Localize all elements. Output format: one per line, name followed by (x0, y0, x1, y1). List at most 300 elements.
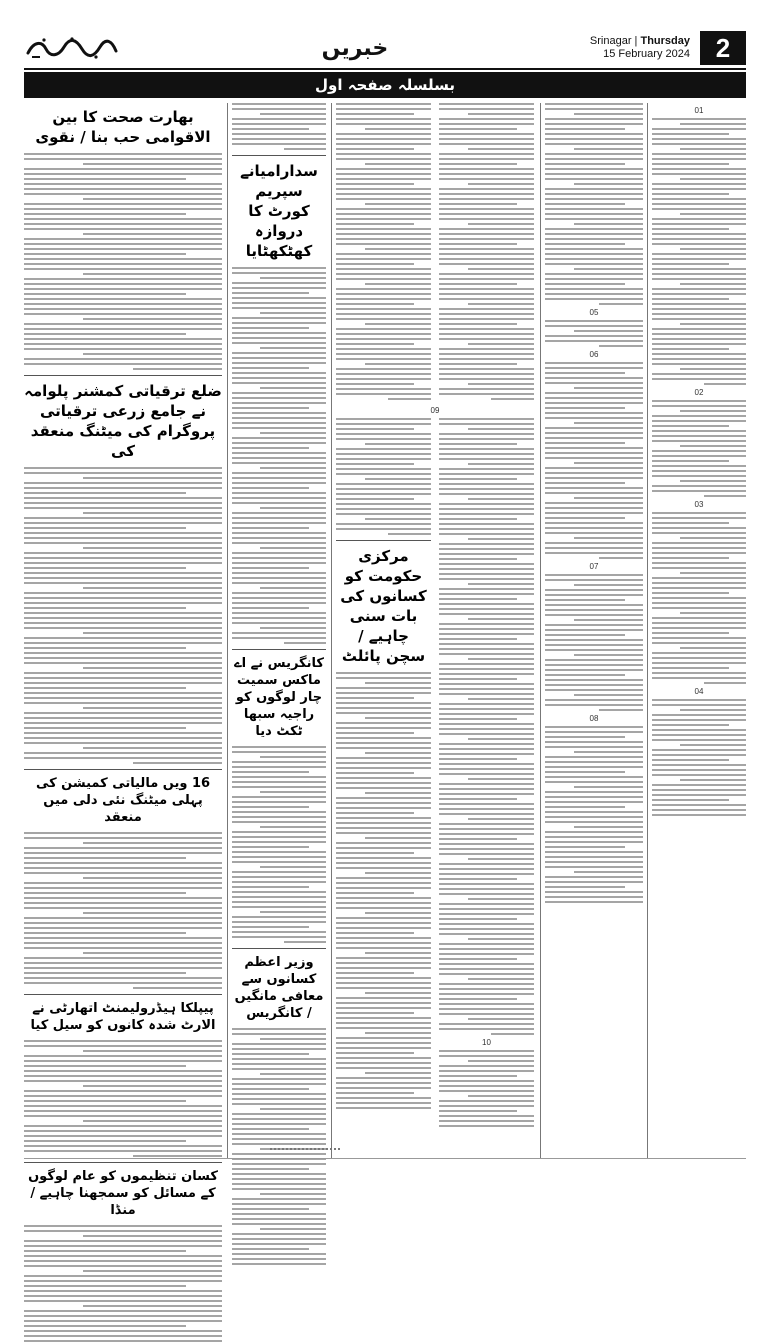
text-line (336, 817, 431, 819)
text-line (491, 1033, 534, 1035)
text-line (545, 482, 625, 484)
continued-banner: بسلسلہ صفحہ اول (24, 72, 746, 98)
text-line (284, 148, 326, 150)
text-line (336, 483, 431, 485)
text-line (260, 627, 326, 629)
text-line (24, 1135, 222, 1137)
text-line (365, 717, 432, 719)
text-line (336, 987, 431, 989)
text-line (545, 335, 643, 337)
text-line (439, 908, 534, 910)
text-line (24, 917, 222, 919)
text-line (232, 931, 326, 933)
text-line (545, 402, 643, 404)
text-line (599, 709, 643, 711)
text-line (232, 457, 326, 459)
text-line (545, 851, 643, 853)
text-line (545, 741, 643, 743)
text-line (545, 258, 643, 260)
text-line (336, 368, 431, 370)
text-line (260, 1228, 326, 1230)
text-line (336, 1062, 431, 1064)
newspaper-logo (24, 35, 120, 61)
text-line (652, 517, 746, 519)
text-line (545, 674, 625, 676)
text-line (336, 173, 431, 175)
text-line (24, 642, 222, 644)
story-divider (24, 994, 222, 995)
text-line (232, 1238, 326, 1240)
text-line (24, 552, 222, 554)
text-line (24, 1150, 222, 1152)
text-line (439, 328, 534, 330)
text-line (680, 445, 746, 447)
headline: سدارامیانے سپریم کورٹ کا دروازہ کھٹکھٹایا (240, 162, 318, 260)
text-line (652, 677, 746, 679)
headline: کانگریس نے اے ماکس سمیت چار لوگوں کو راجیہ سبھا ٹکٹ دیا (234, 656, 324, 739)
text-line (232, 622, 326, 624)
text-line (652, 774, 746, 776)
text-line (652, 522, 729, 524)
text-line (439, 198, 534, 200)
text-line (652, 233, 746, 235)
text-line (232, 108, 326, 110)
text-line (468, 303, 535, 305)
text-line (652, 308, 746, 310)
text-line (83, 877, 222, 879)
text-line (83, 667, 222, 669)
text-line (439, 228, 534, 230)
text-line (24, 298, 222, 300)
text-line (232, 302, 326, 304)
text-line (365, 163, 432, 165)
text-line (24, 972, 186, 974)
text-line (545, 806, 625, 808)
text-line (24, 537, 222, 539)
text-line (439, 238, 534, 240)
text-line (574, 223, 643, 225)
text-line (232, 1093, 326, 1095)
text-line (232, 562, 326, 564)
text-line (24, 1045, 222, 1047)
text-line (24, 263, 222, 265)
text-line (83, 1235, 222, 1237)
text-line (652, 552, 746, 554)
text-line (24, 837, 222, 839)
text-line (232, 1198, 326, 1200)
text-line (545, 866, 643, 868)
text-line (336, 802, 431, 804)
text-line (439, 323, 517, 325)
text-line (574, 786, 643, 788)
text-line (652, 188, 746, 190)
text-line (24, 672, 222, 674)
text-line (336, 168, 431, 170)
text-line (24, 982, 222, 984)
text-line (336, 737, 431, 739)
text-line (24, 662, 222, 664)
text-line (260, 791, 326, 793)
text-line (545, 412, 643, 414)
text-line (545, 699, 643, 701)
text-line (574, 422, 643, 424)
text-line (439, 798, 517, 800)
text-line (336, 932, 414, 934)
text-line (652, 652, 746, 654)
text-line (545, 173, 643, 175)
text-line (545, 417, 643, 419)
text-line (232, 856, 326, 858)
text-line (336, 458, 431, 460)
text-line (652, 637, 746, 639)
text-line (24, 727, 186, 729)
text-line (24, 238, 222, 240)
story-divider (24, 1162, 222, 1163)
text-line (439, 123, 534, 125)
text-line (232, 123, 326, 125)
text-line (439, 998, 517, 1000)
text-line (24, 472, 222, 474)
text-line (652, 627, 746, 629)
text-line (652, 622, 746, 624)
text-line (232, 1178, 326, 1180)
text-line (336, 488, 431, 490)
text-line (545, 178, 643, 180)
story-number: 10 (482, 1038, 491, 1047)
text-line (652, 378, 746, 380)
text-line (652, 532, 746, 534)
text-line (24, 697, 222, 699)
text-line (439, 293, 534, 295)
text-line (336, 1077, 431, 1079)
text-line (24, 902, 222, 904)
text-line (24, 732, 222, 734)
text-line (652, 338, 746, 340)
text-line (232, 781, 326, 783)
text-line (574, 268, 643, 270)
text-line (545, 392, 643, 394)
text-line (574, 330, 643, 332)
text-line (545, 298, 643, 300)
text-line (439, 913, 534, 915)
text-line (24, 293, 186, 295)
text-line (468, 858, 535, 860)
text-line (545, 233, 643, 235)
text-line (24, 847, 222, 849)
text-line (704, 682, 746, 684)
text-line (652, 183, 746, 185)
text-line (439, 878, 517, 880)
text-line (83, 842, 222, 844)
text-line (336, 338, 431, 340)
text-line (365, 128, 432, 130)
text-line (336, 742, 431, 744)
text-line (133, 762, 222, 764)
text-line (232, 901, 326, 903)
text-line (468, 658, 535, 660)
text-line (652, 557, 729, 559)
text-line (336, 493, 431, 495)
text-line (232, 103, 326, 105)
text-line (439, 1003, 534, 1005)
text-line (336, 193, 431, 195)
text-line (336, 308, 431, 310)
text-line (336, 927, 431, 929)
text-line (652, 704, 746, 706)
text-line (24, 497, 222, 499)
text-line (232, 796, 326, 798)
text-line (545, 629, 643, 631)
text-line (545, 644, 643, 646)
text-line (574, 694, 643, 696)
text-line (24, 562, 222, 564)
text-line (439, 1055, 534, 1057)
text-line (24, 253, 186, 255)
text-line (24, 1115, 222, 1117)
text-line (24, 522, 222, 524)
text-line (439, 993, 534, 995)
text-line (652, 547, 746, 549)
text-line (232, 612, 326, 614)
text-line (545, 340, 643, 342)
text-line (545, 522, 643, 524)
text-line (232, 482, 326, 484)
text-line (336, 278, 431, 280)
text-line (439, 118, 534, 120)
text-line (336, 238, 431, 240)
text-line (24, 1315, 222, 1317)
story-divider (24, 769, 222, 770)
text-line (545, 325, 643, 327)
text-line (336, 937, 431, 939)
text-line (439, 468, 534, 470)
text-line (652, 642, 746, 644)
headline: کسان تنظیموں کو عام لوگوں کے مسائل کو سمجھنا چاہیے / منڈا (28, 1169, 218, 1218)
text-line (439, 678, 517, 680)
text-line (336, 887, 431, 889)
text-line (439, 423, 534, 425)
text-line (336, 1027, 431, 1029)
text-line (652, 567, 746, 569)
text-line (545, 639, 643, 641)
text-line (24, 1110, 222, 1112)
text-line (439, 233, 534, 235)
text-line (545, 208, 643, 210)
text-line (545, 574, 643, 576)
text-line (24, 922, 222, 924)
text-line (545, 594, 643, 596)
text-line (652, 440, 746, 442)
text-line (652, 143, 746, 145)
text-line (439, 853, 534, 855)
text-line (24, 867, 222, 869)
text-line (232, 1143, 326, 1145)
text-line (24, 677, 222, 679)
text-line (232, 377, 326, 379)
text-line (468, 223, 535, 225)
text-line (652, 263, 729, 265)
text-line (24, 572, 222, 574)
text-line (336, 1052, 414, 1054)
text-line (545, 796, 643, 798)
text-line (439, 593, 534, 595)
text-line (439, 783, 534, 785)
text-line (439, 788, 534, 790)
text-line (439, 333, 534, 335)
text-line (83, 198, 222, 200)
text-line (24, 1230, 222, 1232)
text-line (365, 872, 432, 874)
text-line (336, 503, 431, 505)
text-line (545, 103, 643, 105)
text-line (83, 952, 222, 954)
text-line (24, 1300, 222, 1302)
text-line (24, 1225, 222, 1227)
text-line (24, 652, 222, 654)
text-line (439, 703, 534, 705)
text-line (652, 405, 746, 407)
text-line (545, 736, 625, 738)
text-line (260, 756, 326, 758)
text-line (24, 308, 222, 310)
text-line (545, 372, 625, 374)
text-line (24, 617, 222, 619)
text-line (336, 922, 431, 924)
text-line (260, 1038, 326, 1040)
text-line (336, 707, 431, 709)
text-line (365, 363, 432, 365)
text-line (545, 427, 643, 429)
text-line (232, 128, 309, 130)
text-line (260, 113, 326, 115)
text-line (24, 487, 222, 489)
text-line (545, 507, 643, 509)
text-line (652, 358, 746, 360)
text-line (232, 1138, 326, 1140)
text-line (232, 861, 326, 863)
text-line (24, 957, 222, 959)
text-line (545, 831, 643, 833)
text-line (365, 1072, 432, 1074)
text-line (232, 816, 326, 818)
text-line (232, 567, 309, 569)
text-line (232, 392, 326, 394)
text-line (232, 1048, 326, 1050)
text-line (468, 498, 535, 500)
text-line (574, 871, 643, 873)
text-line (83, 587, 222, 589)
text-line (232, 926, 309, 928)
text-line (336, 692, 431, 694)
text-line (336, 213, 431, 215)
text-line (545, 123, 643, 125)
text-line (336, 153, 431, 155)
text-line (232, 632, 326, 634)
text-line (232, 422, 326, 424)
text-line (680, 612, 746, 614)
text-line (24, 712, 222, 714)
text-line (24, 218, 222, 220)
text-line (336, 113, 414, 115)
text-line (133, 987, 222, 989)
text-line (336, 508, 431, 510)
text-line (439, 1115, 534, 1117)
text-line (545, 766, 643, 768)
text-line (545, 532, 643, 534)
text-line (652, 318, 746, 320)
text-line (652, 193, 729, 195)
text-line (24, 1295, 222, 1297)
text-line (652, 794, 746, 796)
text-line (652, 203, 746, 205)
text-line (24, 542, 222, 544)
text-line (545, 527, 643, 529)
text-line (336, 178, 431, 180)
text-line (545, 659, 643, 661)
text-line (652, 243, 746, 245)
text-line (232, 1063, 326, 1065)
text-line (574, 619, 643, 621)
text-line (439, 628, 534, 630)
text-line (24, 1140, 186, 1142)
text-line (545, 158, 643, 160)
text-line (24, 647, 186, 649)
text-line (468, 618, 535, 620)
text-line (545, 243, 625, 245)
text-line (468, 463, 535, 465)
text-line (652, 754, 746, 756)
text-line (336, 223, 414, 225)
column-divider (331, 103, 332, 1158)
text-line (652, 597, 746, 599)
text-line (24, 1330, 222, 1332)
text-line (232, 916, 326, 918)
text-line (336, 108, 431, 110)
text-line (439, 373, 534, 375)
text-line (336, 383, 414, 385)
text-line (439, 483, 534, 485)
text-line (545, 432, 643, 434)
text-line (545, 452, 643, 454)
text-line (652, 373, 746, 375)
text-line (652, 415, 746, 417)
text-line (336, 343, 414, 345)
logo-icon (24, 35, 120, 61)
text-line (232, 766, 326, 768)
text-line (232, 771, 309, 773)
text-line (232, 1123, 326, 1125)
text-line (439, 713, 534, 715)
text-line (336, 1107, 431, 1109)
text-line (439, 933, 534, 935)
text-line (336, 353, 431, 355)
text-line (439, 448, 534, 450)
text-line (652, 475, 746, 477)
text-line (336, 103, 431, 105)
text-line (545, 776, 643, 778)
text-line (680, 178, 746, 180)
text-line (83, 1305, 222, 1307)
text-line (545, 861, 643, 863)
text-line (652, 542, 746, 544)
text-line (680, 480, 746, 482)
text-line (652, 258, 746, 260)
text-line (365, 1032, 432, 1034)
text-line (652, 799, 729, 801)
text-line (545, 746, 643, 748)
text-line (232, 337, 326, 339)
text-line (652, 759, 729, 761)
